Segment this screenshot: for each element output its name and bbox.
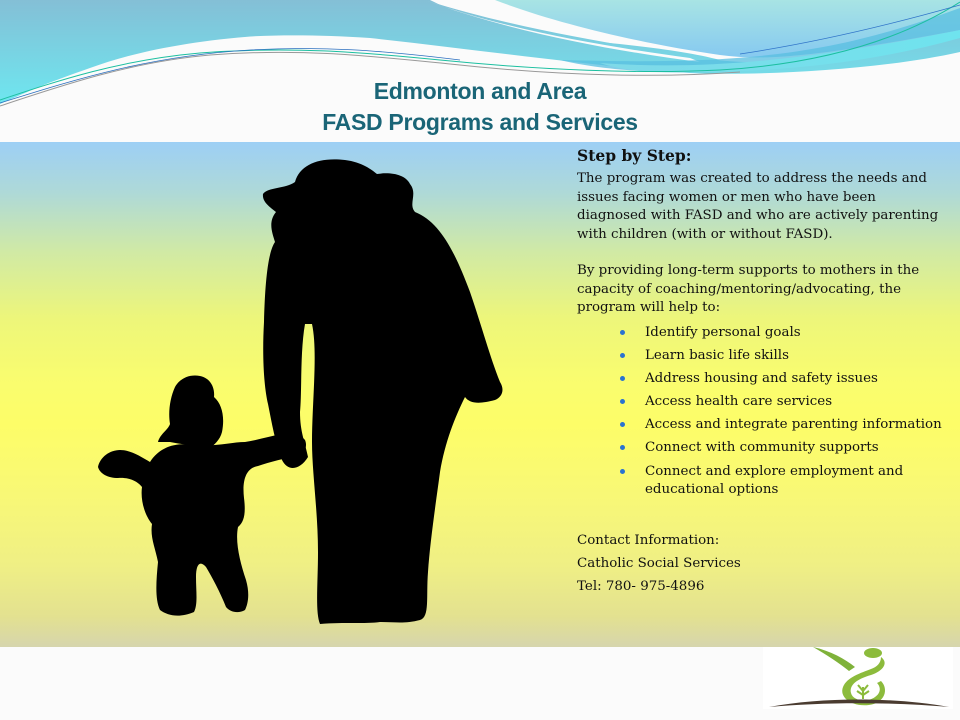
section-heading: Step by Step:: [577, 146, 692, 165]
parent-child-silhouette-icon: [0, 142, 580, 647]
bullet-icon: [620, 422, 625, 427]
program-intro-paragraph: The program was created to address the needs and issues facing women or men who have been diagnosed with FASD and who are actively parenting with children (with or without FASD).: [577, 171, 939, 242]
list-item: Connect and explore employment and educational options: [620, 463, 947, 500]
bullet-icon: [620, 445, 625, 450]
contact-label: Contact Information:: [577, 532, 720, 548]
contact-phone: Tel: 780- 975-4896: [577, 578, 705, 594]
contact-organization: Catholic Social Services: [577, 555, 741, 571]
list-item: Connect with community supports: [620, 439, 947, 458]
list-item: Address housing and safety issues: [620, 370, 947, 389]
list-item: Learn basic life skills: [620, 347, 947, 366]
bullet-icon: [620, 469, 625, 474]
program-description: [577, 146, 947, 601]
slide-title: [230, 76, 730, 138]
title-line-1: Edmonton and Area: [373, 78, 587, 104]
program-support-paragraph: By providing long-term supports to mothers in the capacity of coaching/mentoring/advocating, the program will help to:: [577, 263, 920, 315]
bullet-icon: [620, 399, 625, 404]
bullet-icon: [620, 330, 625, 335]
title-line-2: FASD Programs and Services: [322, 109, 638, 135]
list-item: Identify personal goals: [620, 324, 947, 343]
list-item: Access health care services: [620, 393, 947, 412]
green-figure-sprout-logo-icon: [763, 647, 953, 709]
list-item: Access and integrate parenting information: [620, 416, 947, 435]
bullet-icon: [620, 353, 625, 358]
organization-logo: [763, 647, 953, 709]
goals-list: [577, 324, 947, 500]
bullet-icon: [620, 376, 625, 381]
